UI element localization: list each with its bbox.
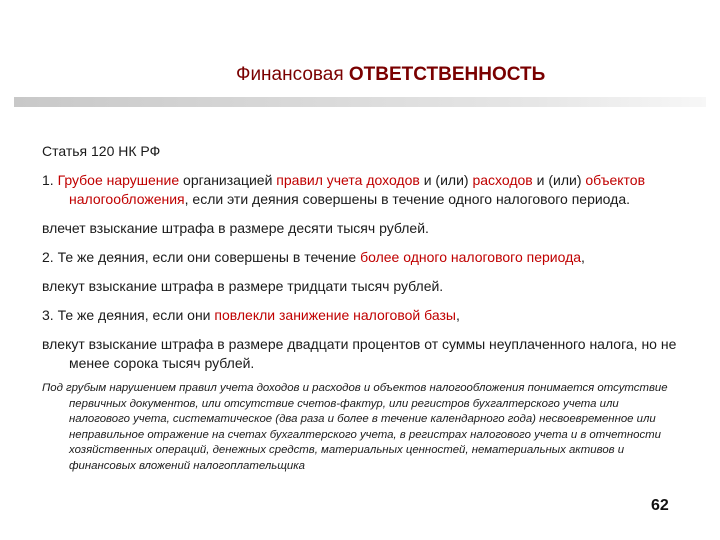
item-1-text-e: и (или)	[419, 172, 473, 188]
penalty-1: влечет взыскание штрафа в размере десяти тысяч рублей.	[42, 220, 429, 236]
article-reference: Статья 120 НК РФ	[42, 143, 161, 159]
item-1-highlight-tax-objects: объектов налогообложения	[69, 172, 646, 207]
item-3-text-a: 3. Те же деяния, если они	[42, 307, 215, 323]
penalty-2: влекут взыскание штрафа в размере тридцати тысяч рублей.	[42, 278, 444, 294]
slide-title	[236, 64, 545, 86]
definition-note: Под грубым нарушением правил учета доходов и расходов и объектов налогообложения понимается отсутствие первичных документов, или отсутствие счетов-фактур, или регистров бухгалтерского учета или налогового учета, систематическое (два раза и более в течение календарного года) несвоевременное или неправильное отражение на счетах бухгалтерского учета, в регистрах налогового учета и в отчетности хозяйственных операций, денежных средств, материальных ценностей, нематериальных активов и финансовых вложений налогоплательщика	[42, 382, 668, 472]
item-1-highlight-gross-violation: Грубое нарушение	[57, 172, 180, 188]
item-2-text-a: 2. Те же деяния, если они совершены в течение	[42, 249, 361, 265]
item-1	[42, 171, 682, 209]
item-1-text-g: и (или)	[532, 172, 586, 188]
item-1-highlight-expenses: расходов	[472, 172, 533, 188]
item-2-text-c: ,	[581, 249, 585, 265]
item-3	[42, 306, 682, 325]
penalty-3: влекут взыскание штрафа в размере двадцати процентов от суммы неуплаченного налога, но не менее сорока тысяч рублей.	[42, 336, 677, 371]
slide-title-part2: ОТВЕТСТВЕННОСТЬ	[348, 64, 546, 85]
item-1-text-c: организацией	[179, 172, 277, 188]
title-divider	[14, 97, 706, 107]
item-1-highlight-income-rules: правил учета доходов	[276, 172, 420, 188]
item-3-text-c: ,	[455, 307, 460, 323]
item-1-text-i: , если эти деяния совершены в течение одного налогового периода.	[184, 191, 631, 207]
item-3-highlight-tax-base: повлекли занижение налоговой базы	[214, 307, 456, 323]
page-number: 62	[651, 497, 669, 514]
item-2-highlight-period: более одного налогового периода	[360, 249, 582, 265]
slide-title-part1: Финансовая	[236, 64, 349, 85]
item-2	[42, 248, 682, 267]
item-1-text-a: 1.	[42, 172, 58, 188]
slide-body	[42, 142, 682, 475]
